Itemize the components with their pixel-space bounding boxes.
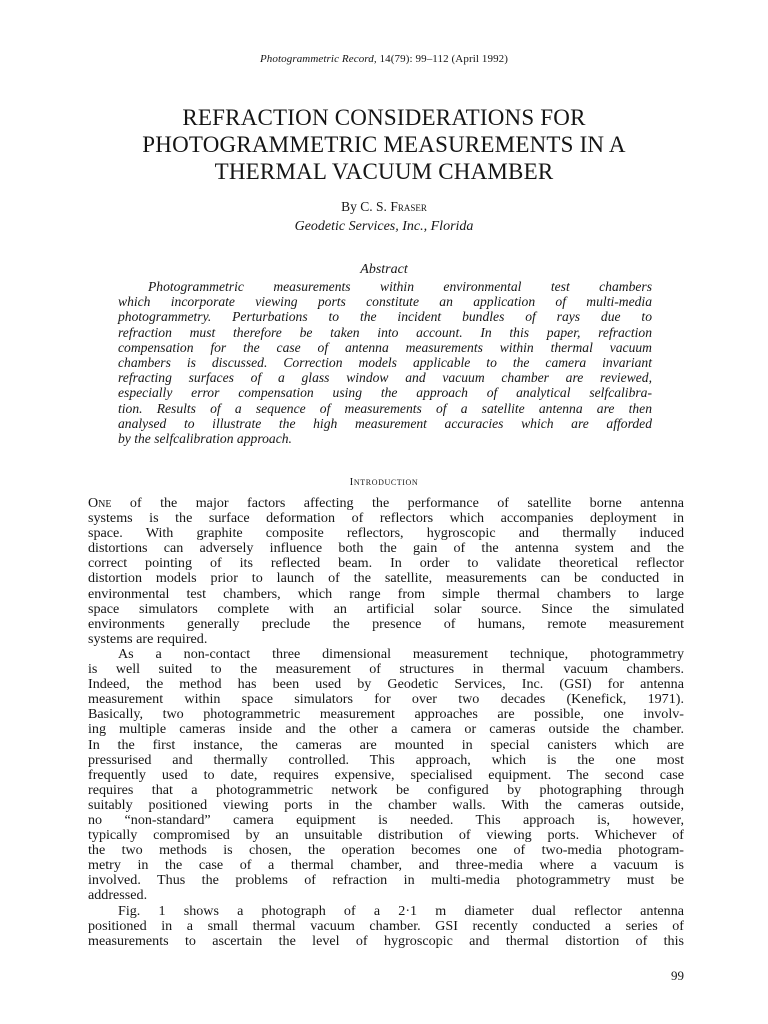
body-line: frequently used to date, requires expensive, specialised equipment. The second case bbox=[88, 766, 684, 783]
body-line: measurements to ascertain the level of hygroscopic and thermal distortion of this bbox=[88, 932, 684, 949]
body-line: positioned in a small thermal vacuum chamber. GSI recently conducted a series of bbox=[88, 917, 684, 934]
section-heading-introduction: Introduction bbox=[349, 476, 419, 488]
body-line: systems is the surface deformation of reflectors which accompanies deployment in bbox=[88, 510, 684, 527]
body-line: space. With graphite composite reflectors, hygroscopic and thermally induced bbox=[88, 525, 684, 542]
journal-citation: 14(79): 99–112 (April 1992) bbox=[376, 53, 509, 65]
title-line-2: PHOTOGRAMMETRIC MEASUREMENTS IN A bbox=[142, 132, 626, 157]
body-line: correct pointing of its reflected beam. In order to validate theoretical reflector bbox=[88, 555, 684, 572]
abstract-line: refracting surfaces of a glass window and vacuum chamber are reviewed, bbox=[118, 370, 652, 386]
body-line: metry in the case of a thermal chamber, and three-media where a vacuum is bbox=[88, 857, 684, 874]
body-line: distortions can adversely influence both the gain of the antenna system and the bbox=[88, 540, 684, 557]
byline bbox=[0, 199, 768, 215]
body-line: no “non-standard” camera equipment is needed. This approach is, however, bbox=[88, 811, 684, 828]
body-line: involved. Thus the problems of refraction in multi-media photogrammetry must be bbox=[88, 872, 684, 889]
abstract-line: chambers is discussed. Correction models applicable to the camera invariant bbox=[118, 355, 652, 371]
abstract-line: tion. Results of a sequence of measurements of a satellite antenna are then bbox=[118, 400, 652, 416]
abstract-line: refraction must therefore be taken into account. In this paper, refraction bbox=[118, 324, 652, 340]
body-line: distortion models prior to launch of the satellite, measurements can be conducted in bbox=[88, 570, 684, 587]
running-header bbox=[0, 53, 768, 65]
journal-name: Photogrammetric Record, bbox=[259, 53, 377, 65]
body-line: In the first instance, the cameras are mounted in special canisters which are bbox=[88, 736, 684, 753]
abstract-line: especially error compensation using the approach of analytical selfcalibra- bbox=[118, 385, 652, 401]
title-line-3: THERMAL VACUUM CHAMBER bbox=[214, 159, 554, 184]
body-line: systems are required. bbox=[88, 630, 208, 647]
title-line-1: REFRACTION CONSIDERATIONS FOR bbox=[182, 105, 586, 130]
body-line: Indeed, the method has been used by Geodetic Services, Inc. (GSI) for antenna bbox=[88, 676, 684, 693]
abstract-line: photogrammetry. Perturbations to the incident bundles of rays due to bbox=[118, 309, 652, 325]
byline-prefix: By C. S. bbox=[341, 199, 391, 214]
abstract-line: by the selfcalibration approach. bbox=[118, 431, 292, 447]
body-line: requires that a photogrammetric network be configured by photographing through bbox=[88, 781, 684, 798]
abstract-line: compensation for the case of antenna measurements within thermal vacuum bbox=[118, 339, 652, 355]
drop-word: One bbox=[88, 495, 112, 511]
body-line: environmental test chambers, which range from simple thermal chambers to large bbox=[88, 585, 684, 602]
body-line: is well suited to the measurement of structures in thermal vacuum chambers. bbox=[88, 661, 684, 678]
abstract-line: analysed to illustrate the high measurement accuracies which are afforded bbox=[118, 415, 652, 431]
body-line: measurement within space simulators for over two decades (Kenefick, 1971). bbox=[88, 691, 684, 708]
body-line: pressurised and thermally controlled. This approach, which is the one most bbox=[88, 751, 684, 768]
introduction-body bbox=[88, 496, 684, 949]
body-line: As a non-contact three dimensional measurement technique, photogrammetry bbox=[118, 645, 684, 662]
abstract-line: Photogrammetric measurements within environmental test chambers bbox=[148, 279, 652, 294]
body-line: suitably positioned viewing ports in the chamber walls. With the cameras outside, bbox=[88, 796, 684, 813]
body-line: Fig. 1 shows a photograph of a 2·1 m diameter dual reflector antenna bbox=[118, 902, 684, 919]
abstract-heading: Abstract bbox=[360, 262, 408, 277]
body-line: typically compromised by an unsuitable distribution of viewing ports. Whichever of bbox=[88, 827, 684, 844]
body-line-text: of the major factors affecting the performance of satellite borne antenna bbox=[111, 495, 684, 511]
body-line: space simulators complete with an artificial solar source. Since the simulated bbox=[88, 600, 684, 617]
body-line: the two methods is chosen, the operation becomes one of two-media photogram- bbox=[88, 842, 684, 859]
body-line: ing multiple cameras inside and the other a camera or cameras outside the chamber. bbox=[88, 721, 684, 738]
body-line: Basically, two photogrammetric measurement approaches are possible, one involv- bbox=[88, 706, 684, 723]
page-number: 99 bbox=[671, 968, 684, 983]
body-line: addressed. bbox=[88, 887, 148, 904]
abstract-line: which incorporate viewing ports constitute an application of multi-media bbox=[118, 294, 652, 310]
abstract-body bbox=[118, 279, 652, 446]
body-line: environments generally preclude the presence of humans, remote measurement bbox=[88, 615, 684, 632]
body-line bbox=[88, 496, 684, 511]
paper-title bbox=[60, 104, 708, 185]
author-name: Fraser bbox=[390, 199, 427, 214]
author-affiliation: Geodetic Services, Inc., Florida bbox=[294, 219, 474, 234]
